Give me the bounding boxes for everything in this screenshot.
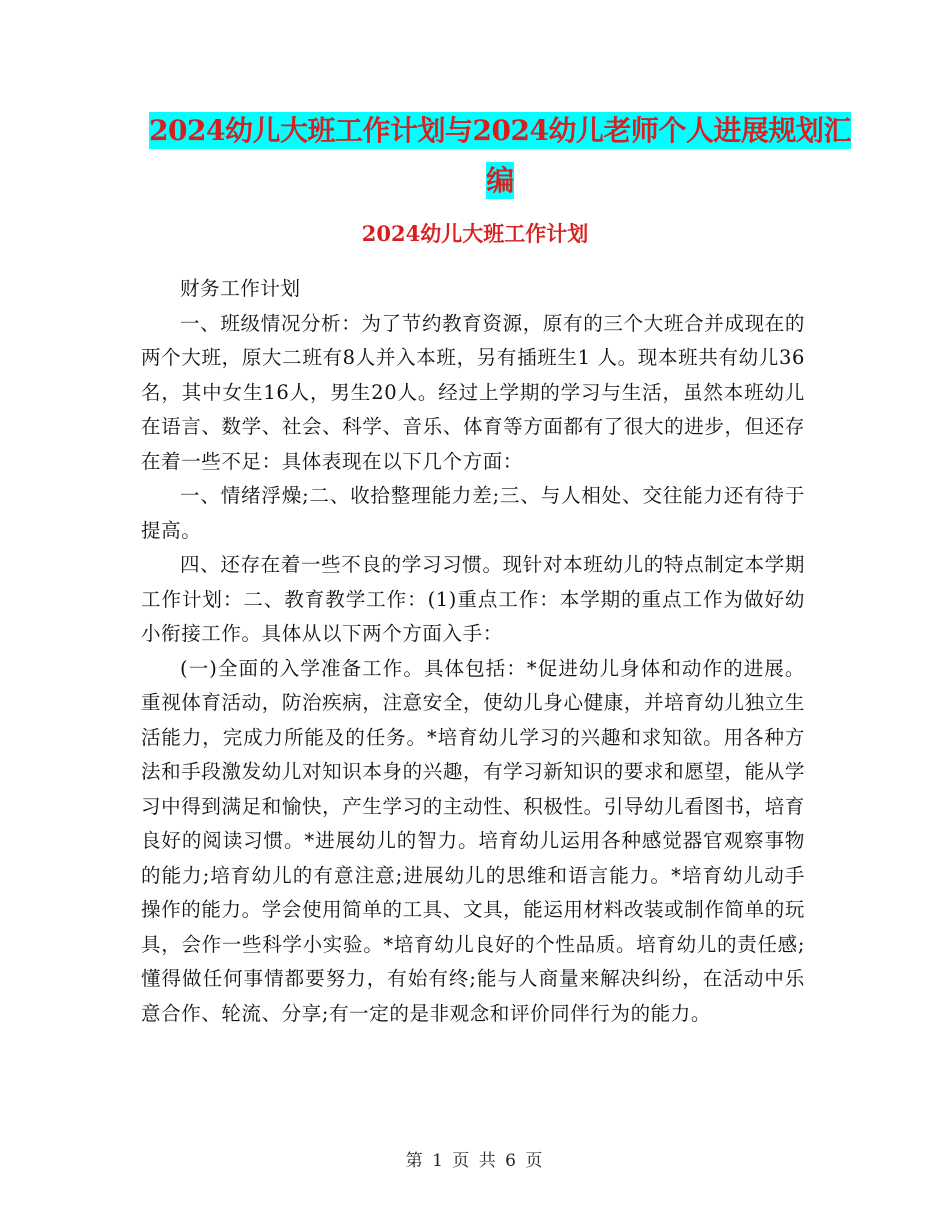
document-title: 2024幼儿大班工作计划与2024幼儿老师个人进展规划汇编 xyxy=(149,114,851,197)
paragraph-1: 财务工作计划 xyxy=(180,277,301,300)
paragraph-3: 一、情绪浮燥;二、收拾整理能力差;三、与人相处、交往能力还有待于提高。 xyxy=(141,484,805,542)
document-title-block xyxy=(140,108,860,208)
page-footer: 第 1 页 共 6 页 xyxy=(405,1151,545,1171)
document-body xyxy=(141,272,805,1031)
paragraph-5: (一)全面的入学准备工作。具体包括：*促进幼儿身体和动作的进展。重视体育活动，防治疾病，注意安全，使幼儿身心健康，并培育幼儿独立生活能力，完成力所能及的任务。*培育幼儿学习的兴趣和求知欲。用各种方法和手段激发幼儿对知识本身的兴趣，有学习新知识的要求和愿望，能从学习中得到满足和愉快，产生学习的主动性、积极性。引导幼儿看图书，培育良好的阅读习惯。*进展幼儿的智力。培育幼儿运用各种感觉器官观察事物的能力;培育幼儿的有意注意;进展幼儿的思维和语言能力。*培育幼儿动手操作的能力。学会使用简单的工具、文具，能运用材料改装或制作简单的玩具，会作一些科学小实验。*培育幼儿良好的个性品质。培育幼儿的责任感;懂得做任何事情都要努力，有始有终;能与人商量来解决纠纷，在活动中乐意合作、轮流、分享;有一定的是非观念和评价同伴行为的能力。 xyxy=(141,656,805,1025)
paragraph-4: 四、还存在着一些不良的学习习惯。现针对本班幼儿的特点制定本学期工作计划：二、教育教学工作：(1)重点工作：本学期的重点工作为做好幼小衔接工作。具体从以下两个方面入手： xyxy=(141,553,805,645)
paragraph-2: 一、班级情况分析：为了节约教育资源，原有的三个大班合并成现在的两个大班，原大二班有8人并入本班，另有插班生1 人。现本班共有幼儿36名，其中女生16人，男生20人。经过上学期的学习与生活，虽然本班幼儿在语言、数学、社会、科学、音乐、体育等方面都有了很大的进步，但还存在着一些不足：具体表现在以下几个方面： xyxy=(141,311,805,473)
section-heading: 2024幼儿大班工作计划 xyxy=(361,221,589,246)
